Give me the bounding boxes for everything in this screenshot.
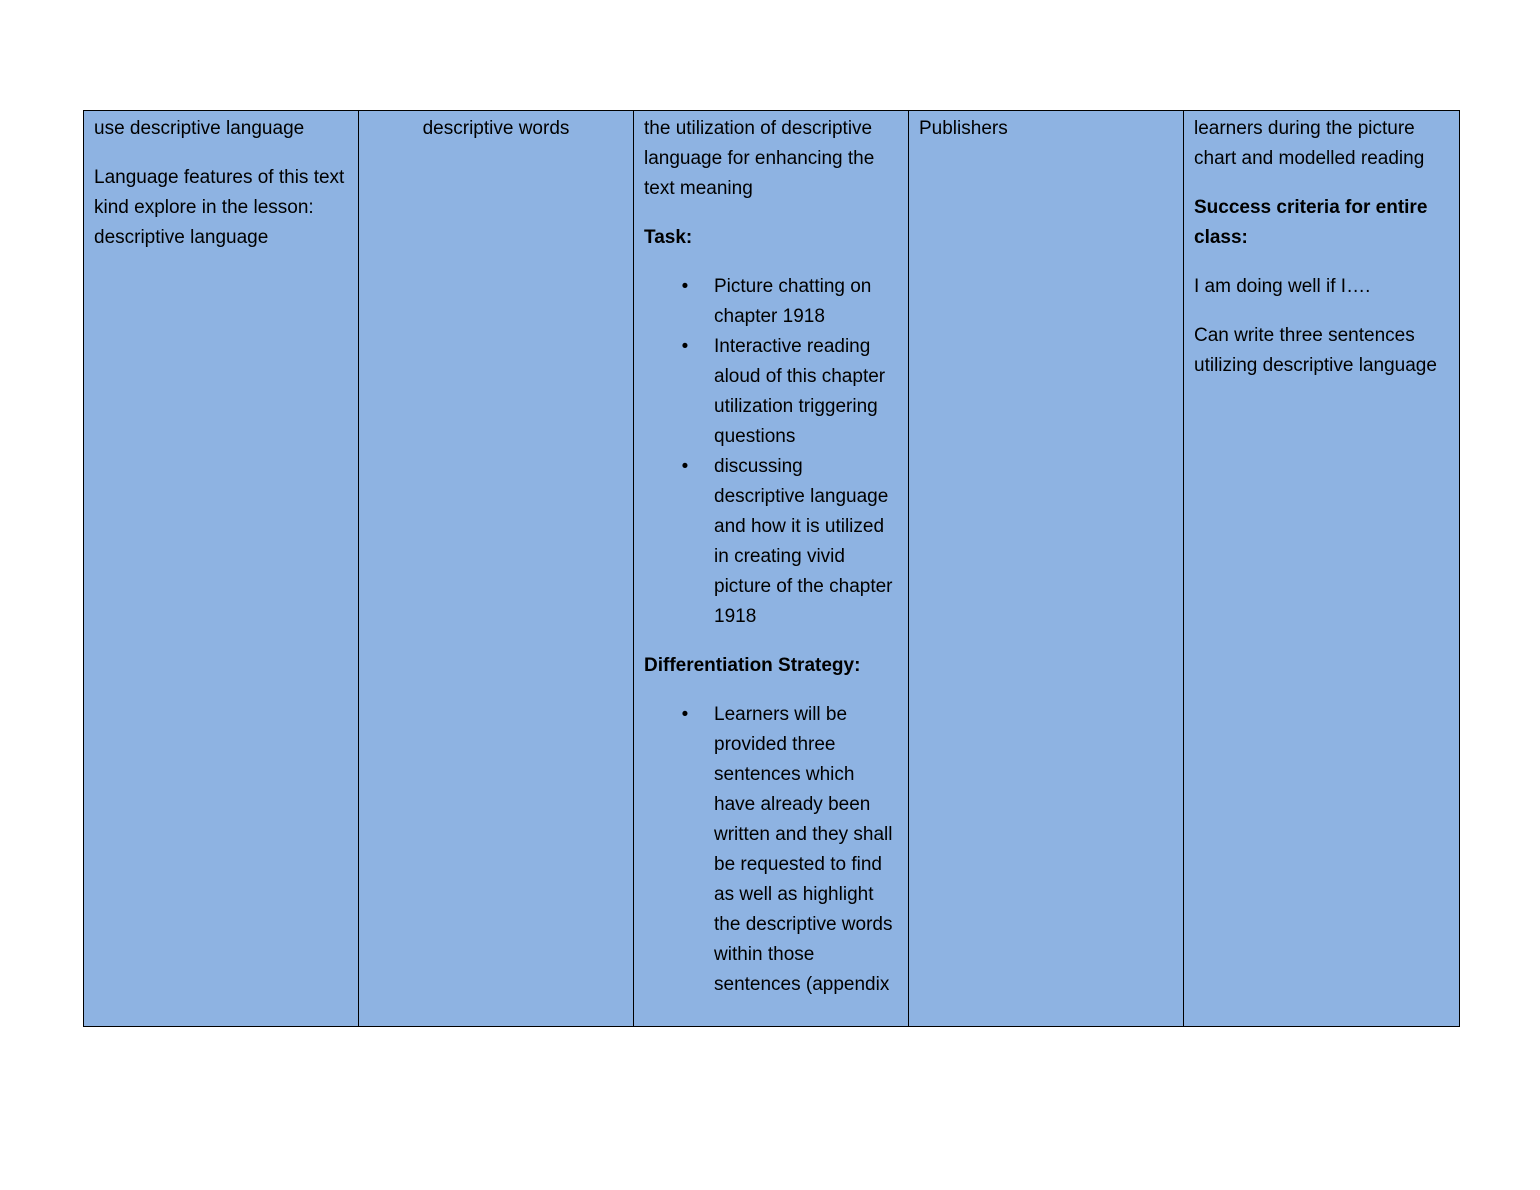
cell-text: Publishers: [919, 118, 1008, 139]
table-cell-activities: [634, 111, 909, 1027]
list-item-text: Interactive reading aloud of this chapter utilization triggering questions: [714, 336, 886, 447]
cell-text: I am doing well if I….: [1194, 276, 1371, 297]
success-criteria-heading: Success criteria for entire class:: [1194, 197, 1428, 248]
list-item: [681, 452, 898, 632]
list-item-text: Picture chatting on chapter 1918: [714, 276, 872, 327]
list-item: [681, 272, 898, 332]
differentiation-heading: Differentiation Strategy:: [644, 655, 861, 676]
list-item: [681, 332, 898, 452]
cell-text: Can write three sentences utilizing descriptive language: [1194, 325, 1437, 376]
table-cell-assessment: [1184, 111, 1460, 1027]
cell-text: descriptive words: [422, 118, 570, 139]
bullet-icon: •: [681, 336, 689, 357]
cell-text: learners during the picture chart and modelled reading: [1194, 118, 1425, 169]
list-item: [681, 700, 898, 1000]
cell-text: the utilization of descriptive language for enhancing the text meaning: [644, 118, 875, 199]
bullet-icon: •: [681, 456, 689, 477]
task-heading: Task:: [644, 227, 693, 248]
bullet-icon: •: [681, 276, 689, 297]
list-item-text: discussing descriptive language and how it is utilized in creating vivid picture of the chapter 1918: [714, 456, 893, 627]
table-cell-vocabulary: [359, 111, 634, 1027]
table-row: [84, 111, 1460, 1027]
lesson-plan-table: [83, 110, 1460, 1027]
table-cell-resources: [909, 111, 1184, 1027]
differentiation-list: [644, 700, 898, 1000]
list-item-text: Learners will be provided three sentences which have already been written and they shall be requested to find as well as highlight the descriptive words within those sentences (appendix: [714, 704, 893, 995]
task-list: [644, 272, 898, 632]
cell-text: Language features of this text kind explore in the lesson: descriptive language: [94, 167, 345, 248]
bullet-icon: •: [681, 704, 689, 725]
table-cell-objectives: [84, 111, 359, 1027]
cell-text: use descriptive language: [94, 118, 305, 139]
